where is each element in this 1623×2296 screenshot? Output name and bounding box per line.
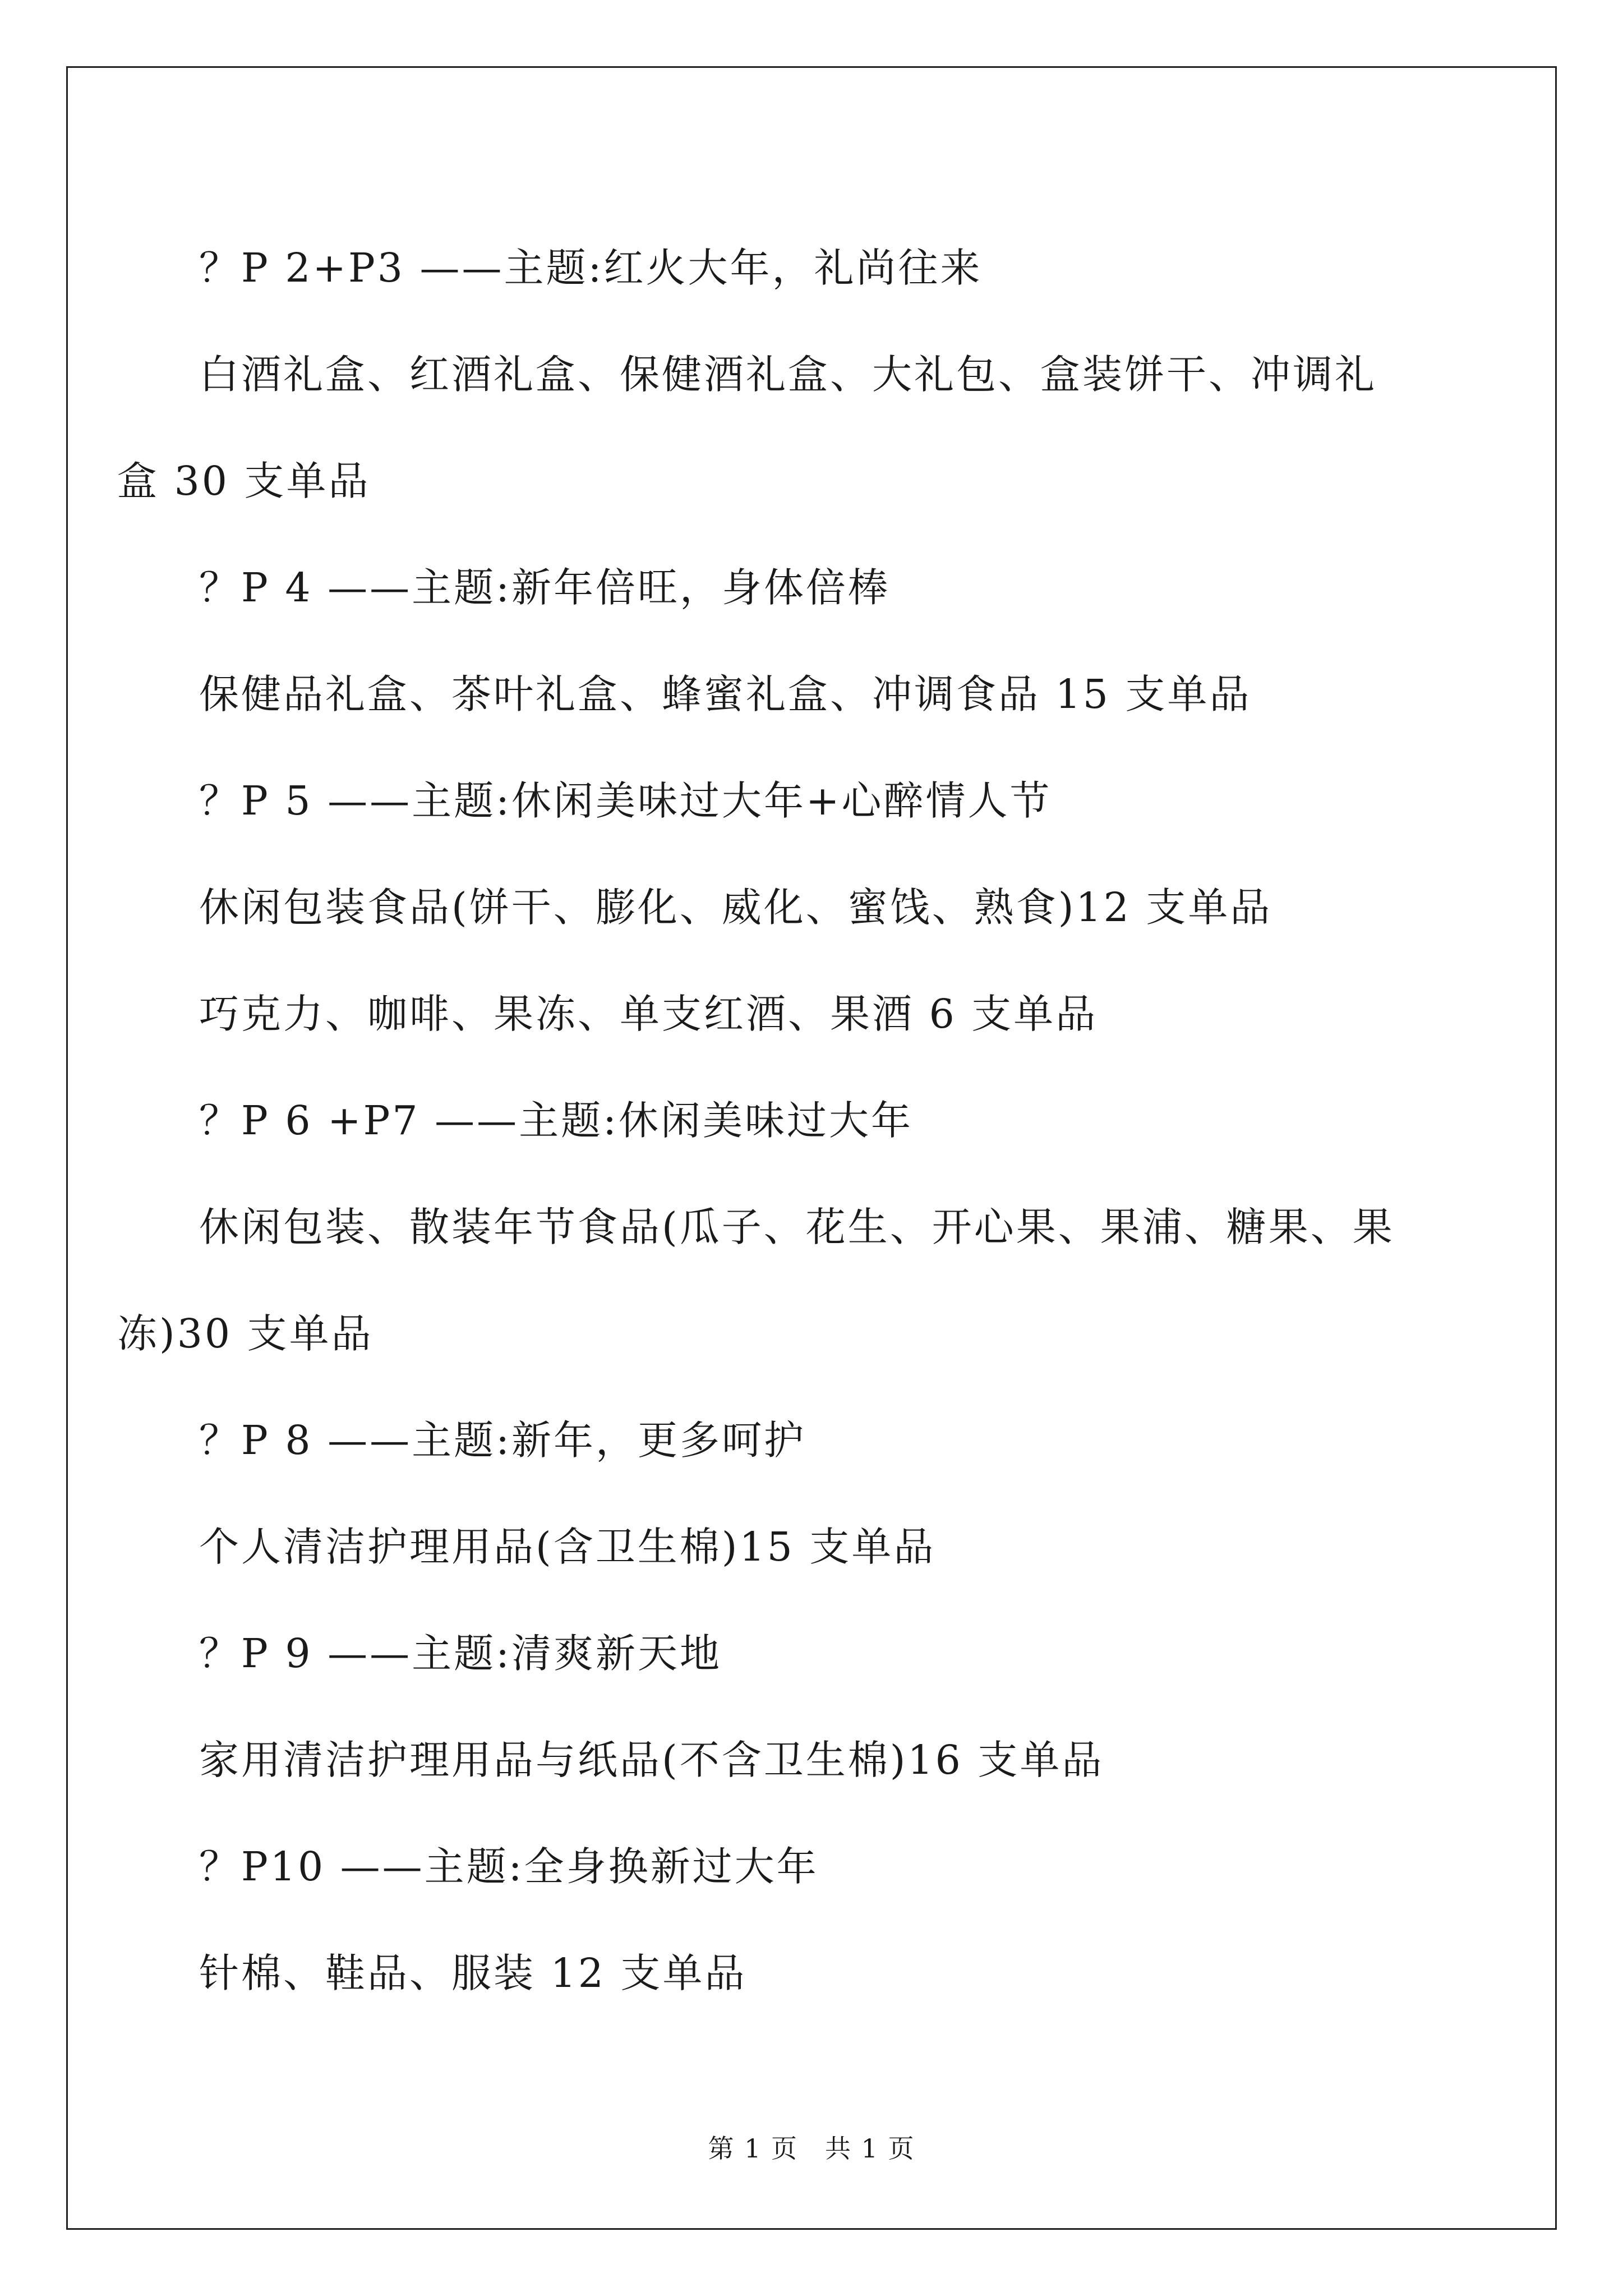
section-items-p2-p3: 白酒礼盒、红酒礼盒、保健酒礼盒、大礼包、盒装饼干、冲调礼 <box>199 351 1377 398</box>
section-items-p5-chocolate: 巧克力、咖啡、果冻、单支红酒、果酒 6 支单品 <box>199 991 1098 1037</box>
section-heading-p9: ？P 9 ——主题:清爽新天地 <box>199 1630 722 1677</box>
section-items-p8: 个人清洁护理用品(含卫生棉)15 支单品 <box>199 1524 936 1570</box>
section-items-p2-p3-continued: 盒 30 支单品 <box>117 458 371 504</box>
section-heading-p10: ？P10 ——主题:全身换新过大年 <box>199 1843 819 1890</box>
document-body <box>117 215 1467 2027</box>
section-heading-p8: ？P 8 ——主题:新年，更多呵护 <box>199 1417 806 1464</box>
section-items-p5-snacks: 休闲包装食品(饼干、膨化、威化、蜜饯、熟食)12 支单品 <box>199 884 1272 931</box>
section-heading-p5: ？P 5 ——主题:休闲美味过大年+心醉情人节 <box>199 777 1052 824</box>
page-footer <box>0 2132 1623 2165</box>
section-items-p10: 针棉、鞋品、服装 12 支单品 <box>199 1950 747 1996</box>
section-items-p4: 保健品礼盒、茶叶礼盒、蜂蜜礼盒、冲调食品 15 支单品 <box>199 671 1252 717</box>
section-heading-p4: ？P 4 ——主题:新年倍旺，身体倍棒 <box>199 564 891 611</box>
page-number-total: 共 1 页 <box>825 2133 915 2164</box>
section-items-p6-p7: 休闲包装、散装年节食品(瓜子、花生、开心果、果浦、糖果、果 <box>199 1204 1395 1250</box>
page-number-current: 第 1 页 <box>708 2133 798 2164</box>
section-heading-p6-p7: ？P 6 +P7 ——主题:休闲美味过大年 <box>199 1097 914 1144</box>
section-heading-p2-p3: ？P 2+P3 ——主题:红火大年，礼尚往来 <box>199 245 983 291</box>
section-items-p9: 家用清洁护理用品与纸品(不含卫生棉)16 支单品 <box>199 1737 1104 1783</box>
section-items-p6-p7-continued: 冻)30 支单品 <box>117 1310 374 1357</box>
